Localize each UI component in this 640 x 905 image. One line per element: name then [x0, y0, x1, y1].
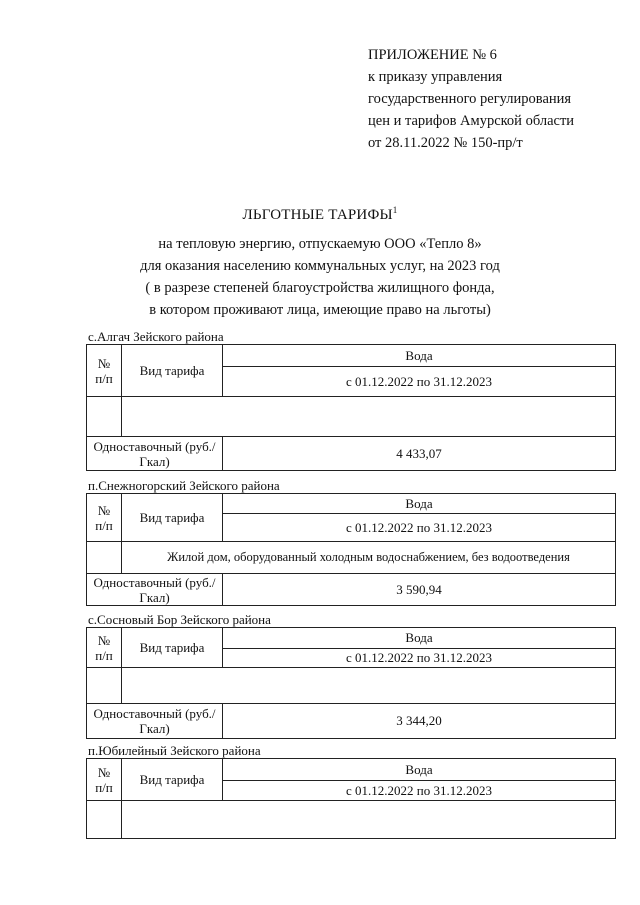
- document-title: [0, 205, 640, 224]
- tariff-value: 3 590,94: [223, 574, 616, 606]
- single-rate-label: Одноставочный (руб./Гкал): [87, 704, 223, 739]
- tariff-value: 4 433,07: [223, 437, 616, 471]
- housing-type: [122, 801, 616, 839]
- header-period: с 01.12.2022 по 31.12.2023: [223, 514, 616, 542]
- housing-num-cell: [87, 542, 122, 574]
- header-tariff-type: Вид тарифа: [122, 759, 223, 801]
- section-place-2: п.Снежногорский Зейского района: [88, 478, 280, 493]
- appendix-title: ПРИЛОЖЕНИЕ № 6: [368, 47, 497, 63]
- header-water: Вода: [223, 494, 616, 514]
- header-period: с 01.12.2022 по 31.12.2023: [223, 781, 616, 801]
- section-place-1: с.Алгач Зейского района: [88, 329, 224, 344]
- header-num: № п/п: [87, 494, 122, 542]
- footnote-mark: 1: [392, 205, 398, 215]
- appendix-line: государственного регулирования: [368, 91, 572, 107]
- title-text: ЛЬГОТНЫЕ ТАРИФЫ: [242, 207, 393, 223]
- section-place-3: с.Сосновый Бор Зейского района: [88, 612, 271, 627]
- subtitle-line: на тепловую энергию, отпускаемую ООО «Тепло 8»: [158, 236, 482, 252]
- housing-num-cell: [87, 668, 122, 704]
- header-water: Вода: [223, 759, 616, 781]
- header-water: Вода: [223, 628, 616, 649]
- appendix-date: от 28.11.2022 № 150-пр/т: [368, 135, 523, 151]
- appendix-line: цен и тарифов Амурской области: [368, 113, 575, 129]
- header-tariff-type: Вид тарифа: [122, 628, 223, 668]
- subtitle-line: ( в разрезе степеней благоустройства жилищного фонда,: [145, 280, 495, 296]
- single-rate-label: Одноставочный (руб./Гкал): [87, 574, 223, 606]
- header-num: № п/п: [87, 759, 122, 801]
- housing-type: [122, 668, 616, 704]
- housing-num-cell: [87, 801, 122, 839]
- header-num: № п/п: [87, 345, 122, 397]
- housing-type: [122, 397, 616, 437]
- header-period: с 01.12.2022 по 31.12.2023: [223, 367, 616, 397]
- subtitle-line: для оказания населению коммунальных услуг, на 2023 год: [140, 258, 500, 274]
- housing-type: Жилой дом, оборудованный холодным водоснабжением, без водоотведения: [122, 542, 616, 574]
- header-tariff-type: Вид тарифа: [122, 494, 223, 542]
- tariff-table-1: [86, 344, 616, 471]
- section-place-4: п.Юбилейный Зейского района: [88, 743, 261, 758]
- header-period: с 01.12.2022 по 31.12.2023: [223, 649, 616, 668]
- header-tariff-type: Вид тарифа: [122, 345, 223, 397]
- appendix-line: к приказу управления: [368, 69, 503, 85]
- subtitle-line: в котором проживают лица, имеющие право на льготы): [149, 302, 491, 318]
- appendix-block: [368, 44, 574, 154]
- tariff-table-2: [86, 493, 616, 606]
- header-water: Вода: [223, 345, 616, 367]
- document-subtitle: [40, 233, 600, 321]
- tariff-table-3: [86, 627, 616, 739]
- tariff-value: 3 344,20: [223, 704, 616, 739]
- housing-num-cell: [87, 397, 122, 437]
- single-rate-label: Одноставочный (руб./Гкал): [87, 437, 223, 471]
- header-num: № п/п: [87, 628, 122, 668]
- tariff-table-4: [86, 758, 616, 839]
